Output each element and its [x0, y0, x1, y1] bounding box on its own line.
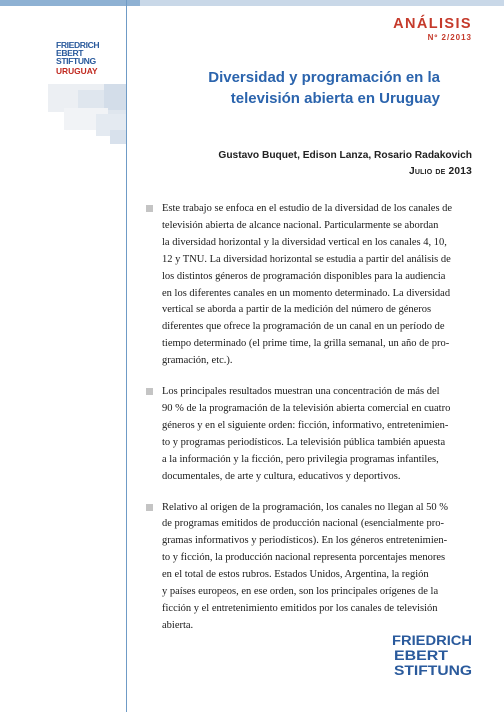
- document-title: [150, 67, 440, 109]
- fes-uruguay-logo: [56, 41, 128, 75]
- paragraph-line: gramación, etc.).: [162, 355, 233, 367]
- title-line-1: Diversidad y programación en la: [208, 69, 440, 86]
- paragraph-line: Este trabajo se enfoca en el estudio de la diversidad de los canales de: [162, 203, 453, 214]
- paragraph-line: tiempo determinado (el prime time, la grilla semanal, un año de pro-: [162, 338, 450, 350]
- paragraph-1: [162, 201, 453, 370]
- paragraph-line: y países europeos, en ese orden, son los principales orígenes de la: [162, 586, 439, 598]
- series-label: ANÁLISIS: [393, 16, 472, 32]
- summary-paragraphs: [162, 201, 453, 649]
- paragraph-line: en el total de estos rubros. Estados Unidos, Argentina, la región: [162, 569, 429, 581]
- top-color-bar: [0, 0, 504, 6]
- paragraph-line: diferentes que ofrece la programación de un canal en un período de: [162, 321, 445, 333]
- logo-line-2: EBERT: [56, 48, 84, 59]
- paragraph-line: to y ficción, la producción nacional representa porcentajes menores: [162, 552, 446, 564]
- logo-line-3: STIFTUNG: [56, 56, 96, 67]
- paragraph-line: de programas emitidos de producción nacional (esencialmente pro-: [162, 518, 444, 530]
- paragraph-line: televisión abierta de alcance nacional. Particularmente se abordan: [162, 219, 439, 231]
- authors: Gustavo Buquet, Edison Lanza, Rosario Radakovich: [218, 150, 472, 161]
- series-number: Nº 2/2013: [427, 33, 472, 42]
- footer-logo-line-3: STIFTUNG: [394, 663, 472, 678]
- paragraph-line: Los principales resultados muestran una concentración de más del: [162, 386, 440, 398]
- paragraph-line: los distintos géneros de programación disponibles para la audiencia: [162, 270, 446, 282]
- logo-line-1: FRIEDRICH: [56, 40, 100, 50]
- bullet-square-icon: [146, 205, 153, 212]
- footer-logo-line-1: FRIEDRICH: [392, 633, 472, 648]
- paragraph-line: 12 y TNU. La diversidad horizontal se estudia a partir del análisis de: [162, 253, 451, 265]
- paragraph-line: documentales, de arte y cultura, educativos y deportivos.: [162, 470, 401, 482]
- paragraph-line: Relativo al origen de la programación, los canales no llegan al 50 %: [162, 501, 449, 513]
- paragraph-line: géneros y en el siguiente orden: ficción, informativo, entretenimien-: [162, 419, 449, 431]
- bullet-square-icon: [146, 388, 153, 395]
- paragraph-line: 90 % de la programación de la televisión abierta comercial en cuatro: [162, 402, 451, 414]
- logo-line-4: URUGUAY: [56, 65, 98, 76]
- paragraph-line: abierta.: [162, 619, 194, 631]
- footer-logo-line-2: EBERT: [394, 648, 449, 663]
- title-line-2: televisión abierta en Uruguay: [230, 90, 440, 107]
- paragraph-2: [162, 384, 451, 485]
- paragraph-line: a la información y la ficción, pero privilegia programas infantiles,: [162, 453, 439, 465]
- paragraph-line: to y programas periodísticos. La televisión pública también apuesta: [162, 436, 446, 448]
- paragraph-line: en los diferentes canales en un momento determinado. La diversidad: [162, 287, 451, 299]
- paragraph-line: gramas informativos y periodísticos). En los géneros entretenimien-: [162, 535, 448, 547]
- vertical-divider: [126, 0, 127, 712]
- series-header: [393, 16, 472, 42]
- paragraph-line: la diversidad horizontal y la diversidad vertical en los canales 4, 10,: [162, 236, 447, 248]
- decorative-blocks: [0, 84, 126, 144]
- paragraph-3: [162, 500, 449, 635]
- top-color-bar-right: [140, 0, 504, 6]
- top-color-bar-left: [0, 0, 140, 6]
- paragraph-line: vertical se aborda a partir de la medición del número de géneros: [162, 304, 432, 316]
- fes-footer-logo: [392, 632, 472, 678]
- publication-date: Julio de 2013: [408, 166, 472, 177]
- paragraph-line: ficción y el entretenimiento emitidos por los canales de televisión: [162, 602, 438, 614]
- bullet-square-icon: [146, 504, 153, 511]
